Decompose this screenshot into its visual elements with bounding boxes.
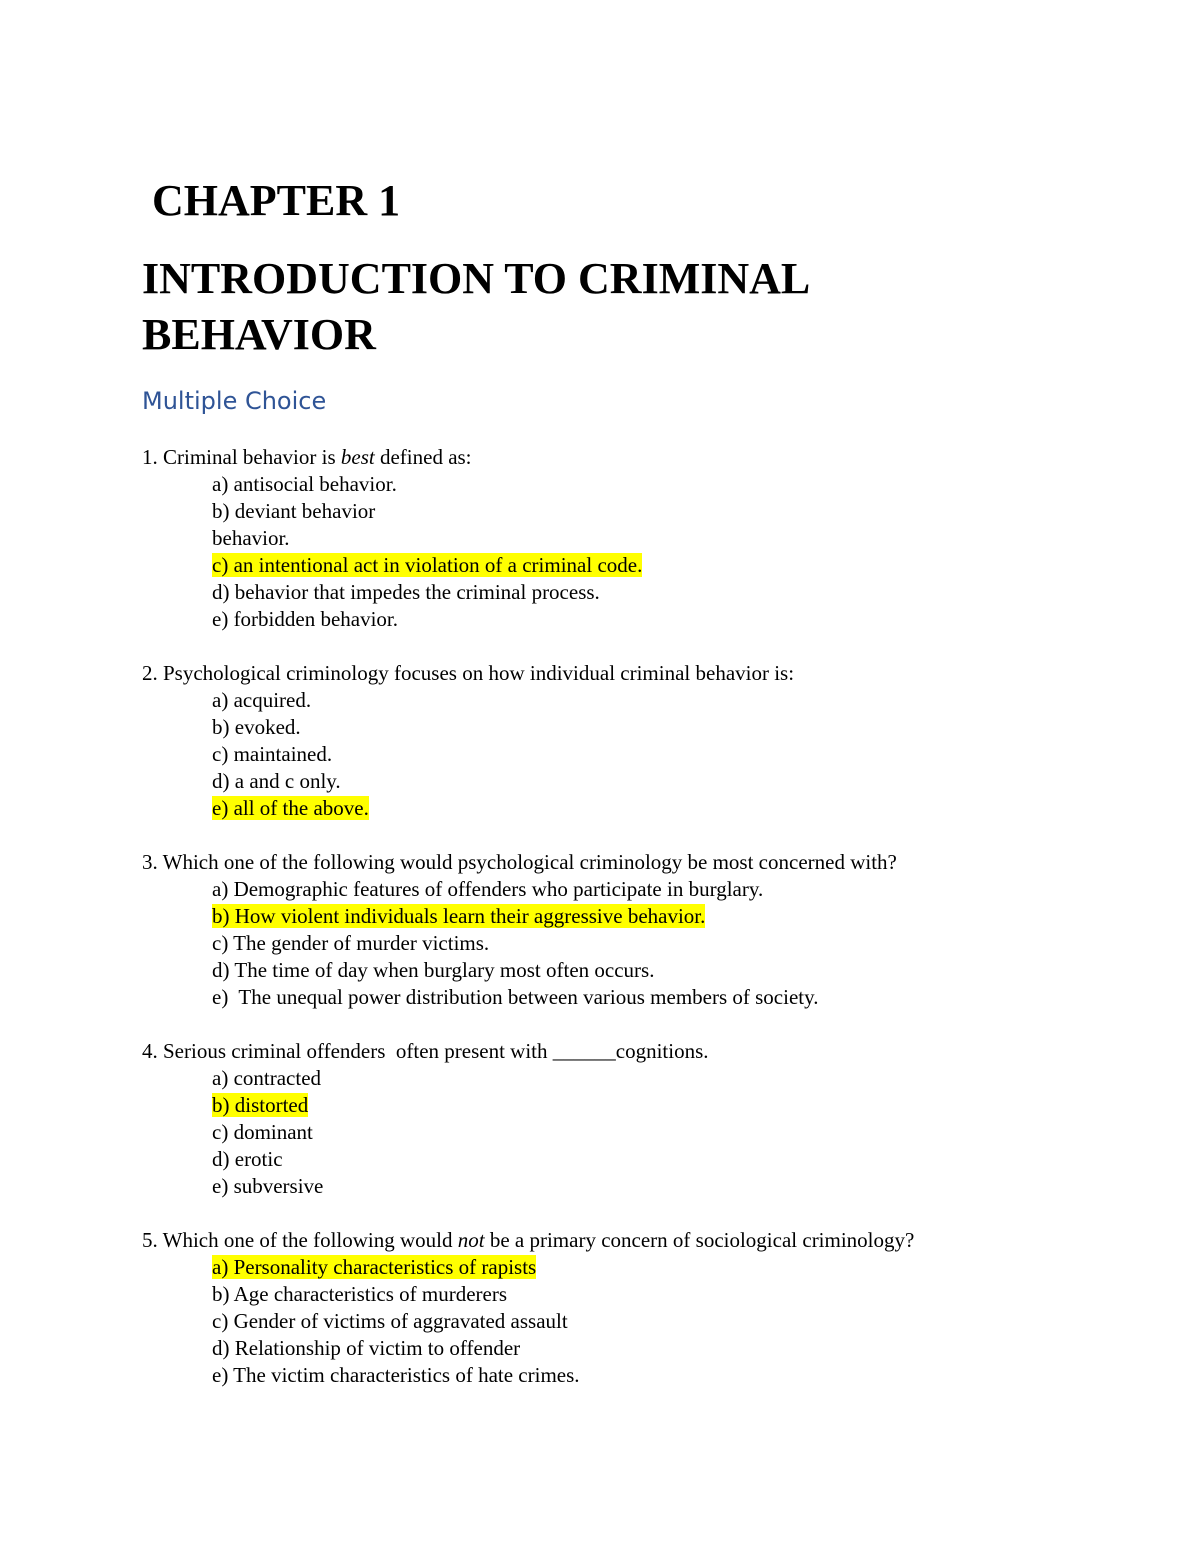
option-b: b) deviant behavior <box>212 499 376 523</box>
option-e-answer <box>212 795 1142 822</box>
chapter-heading: CHAPTER 1 <box>152 176 401 225</box>
chapter-title: INTRODUCTION TO CRIMINAL BEHAVIOR <box>142 254 808 359</box>
option-d: d) The time of day when burglary most often occurs. <box>212 958 655 982</box>
answer-highlight: c) an intentional act in violation of a criminal code. <box>212 553 643 577</box>
option-a-answer <box>212 1254 1142 1281</box>
answer-highlight: b) distorted <box>212 1093 309 1117</box>
question-4 <box>142 1038 1142 1200</box>
question-list <box>142 444 1142 1416</box>
option-b-continuation: behavior. <box>212 526 290 550</box>
option-b-answer <box>212 903 1142 930</box>
option-e: e) forbidden behavior. <box>212 607 399 631</box>
question-number: 4. <box>142 1039 158 1063</box>
question-number: 5. <box>142 1228 158 1252</box>
question-number: 3. <box>142 850 158 874</box>
option-d: d) Relationship of victim to offender <box>212 1336 521 1360</box>
option-a: a) acquired. <box>212 688 312 712</box>
option-c: c) dominant <box>212 1120 313 1144</box>
option-a: a) antisocial behavior. <box>212 472 397 496</box>
answer-highlight: b) How violent individuals learn their aggressive behavior. <box>212 904 706 928</box>
option-list <box>142 471 1142 633</box>
question-number: 1. <box>142 445 158 469</box>
question-number: 2. <box>142 661 158 685</box>
option-b: b) evoked. <box>212 715 301 739</box>
section-heading: Multiple Choice <box>142 387 327 415</box>
option-e: e) The victim characteristics of hate crimes. <box>212 1363 580 1387</box>
option-e: e) subversive <box>212 1174 324 1198</box>
question-stem: 5. Which one of the following would not be a primary concern of sociological criminology? <box>142 1228 915 1252</box>
option-d: d) erotic <box>212 1147 283 1171</box>
option-list <box>142 687 1142 822</box>
option-list <box>142 1254 1142 1389</box>
option-a: a) contracted <box>212 1066 322 1090</box>
option-list <box>142 876 1142 1011</box>
option-b: b) Age characteristics of murderers <box>212 1282 508 1306</box>
question-5 <box>142 1227 1142 1389</box>
option-a: a) Demographic features of offenders who participate in burglary. <box>212 877 764 901</box>
question-3 <box>142 849 1142 1011</box>
option-d: d) behavior that impedes the criminal process. <box>212 580 600 604</box>
answer-highlight: e) all of the above. <box>212 796 369 820</box>
option-e: e) The unequal power distribution between various members of society. <box>212 985 819 1009</box>
option-c: c) Gender of victims of aggravated assault <box>212 1309 568 1333</box>
option-b-answer <box>212 1092 1142 1119</box>
option-list <box>142 1065 1142 1200</box>
question-stem: 4. Serious criminal offenders often present with ______cognitions. <box>142 1039 709 1063</box>
option-c: c) maintained. <box>212 742 333 766</box>
option-c-answer <box>212 552 1142 579</box>
option-c: c) The gender of murder victims. <box>212 931 490 955</box>
question-stem: 2. Psychological criminology focuses on how individual criminal behavior is: <box>142 661 795 685</box>
option-d: d) a and c only. <box>212 769 341 793</box>
question-stem: 1. Criminal behavior is best defined as: <box>142 445 472 469</box>
question-2 <box>142 660 1142 822</box>
answer-highlight: a) Personality characteristics of rapists <box>212 1255 537 1279</box>
question-1 <box>142 444 1142 633</box>
question-stem: 3. Which one of the following would psychological criminology be most concerned with? <box>142 850 897 874</box>
